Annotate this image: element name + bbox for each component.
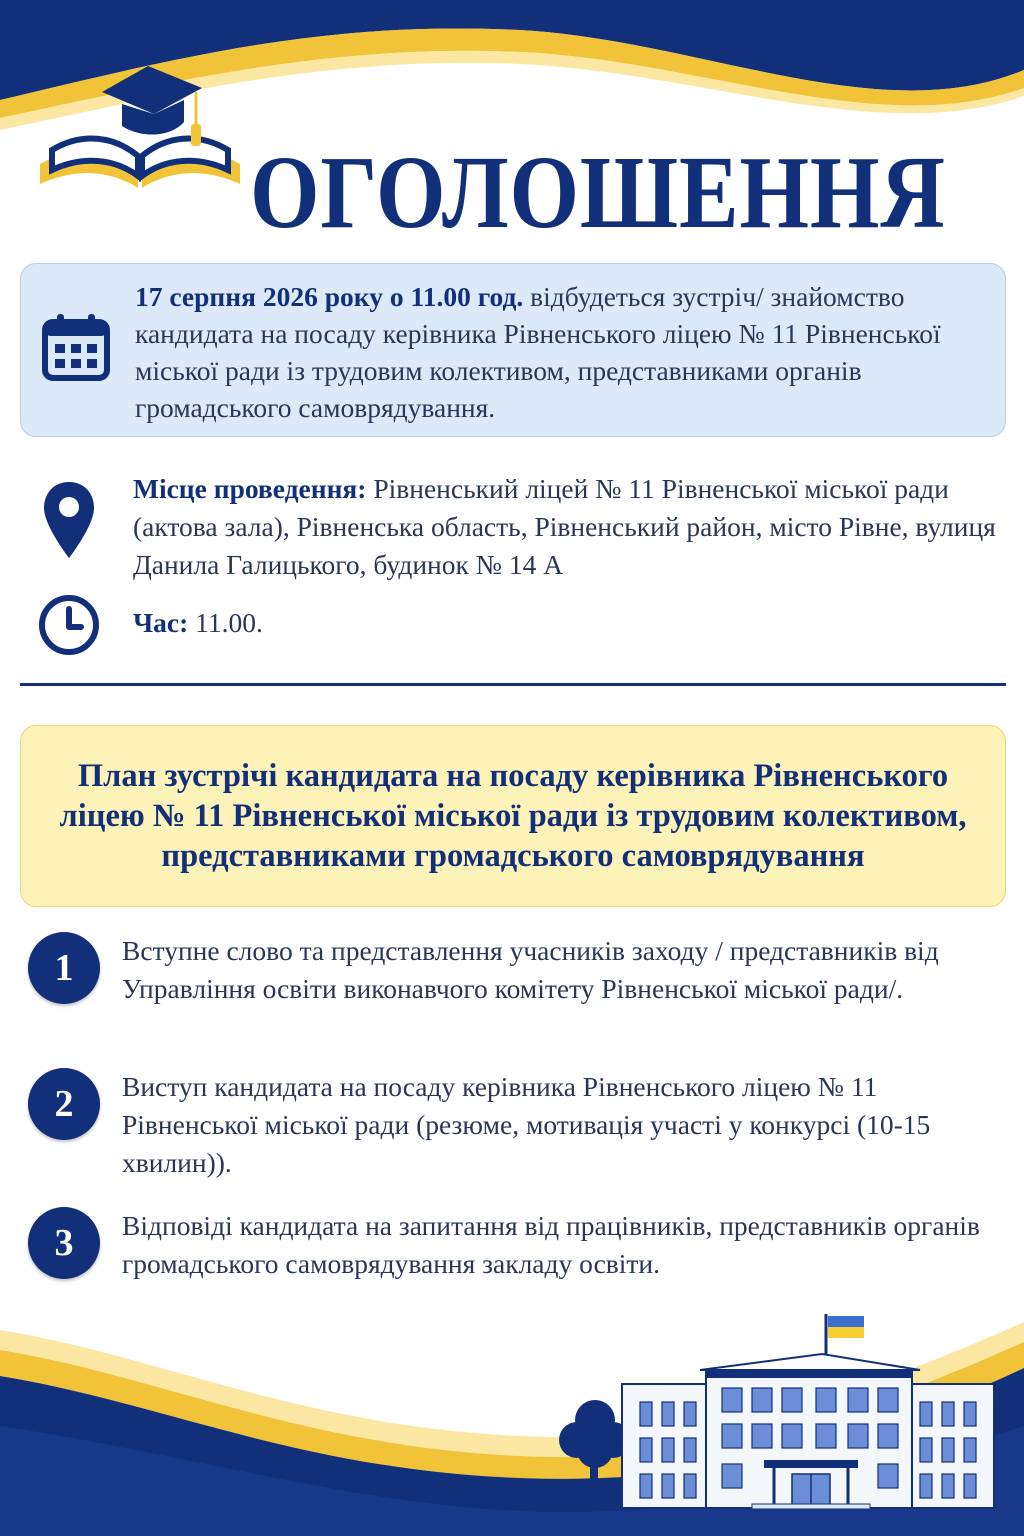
step-text: Виступ кандидата на посаду керівника Рівненського ліцею № 11 Рівненської міської ради (резюме, мотивація участі у конкурсі (10-15 хвилин)). <box>122 1071 931 1178</box>
step-number-badge: 1 <box>28 932 100 1004</box>
location-label: Місце проведення: <box>133 473 367 504</box>
time-text <box>133 604 1003 642</box>
location-pin-icon <box>42 480 96 560</box>
step-number-badge: 3 <box>28 1207 100 1279</box>
step-number-badge: 2 <box>28 1068 100 1140</box>
time-label: Час: <box>133 607 189 638</box>
intro-box <box>20 263 1006 437</box>
plan-title: План зустрічі кандидата на посаду керівника Рівненського ліцею № 11 Рівненської міської ради із трудовим колективом, представниками громадського самоврядування <box>59 758 967 874</box>
plan-box <box>20 725 1006 907</box>
meeting-description: відбудеться зустріч/ знайомство кандидата на посаду керівника Рівненського ліцею № 11 Рівненської міської ради із трудовим колективом, представниками органів громадського самоврядування. <box>135 281 941 423</box>
time-value: 11.00. <box>188 607 263 638</box>
clock-icon <box>37 593 101 657</box>
step-text: Відповіді кандидата на запитання від працівників, представників органів громадського самоврядування закладу освіти. <box>122 1210 980 1279</box>
location-value: Рівненський ліцей № 11 Рівненської міської ради (актова зала), Рівненська область, Рівненський район, місто Рівне, вулиця Данила Галицького, будинок № 14 А <box>133 473 996 580</box>
calendar-icon <box>41 312 111 382</box>
graduation-cap-book-icon <box>30 52 250 202</box>
meeting-date-time: 17 серпня 2026 року о 11.00 год. <box>135 281 524 312</box>
ukraine-flag-icon <box>828 1316 864 1338</box>
intro-text <box>135 278 995 426</box>
step-text: Вступне слово та представлення учасників заходу / представників від Управління освіти виконавчого комітету Рівненської міської ради/. <box>122 935 939 1004</box>
page-title: ОГОЛОШЕННЯ <box>250 135 946 250</box>
location-text <box>133 470 1003 584</box>
section-divider <box>20 683 1006 686</box>
school-building-icon <box>612 1310 1002 1510</box>
